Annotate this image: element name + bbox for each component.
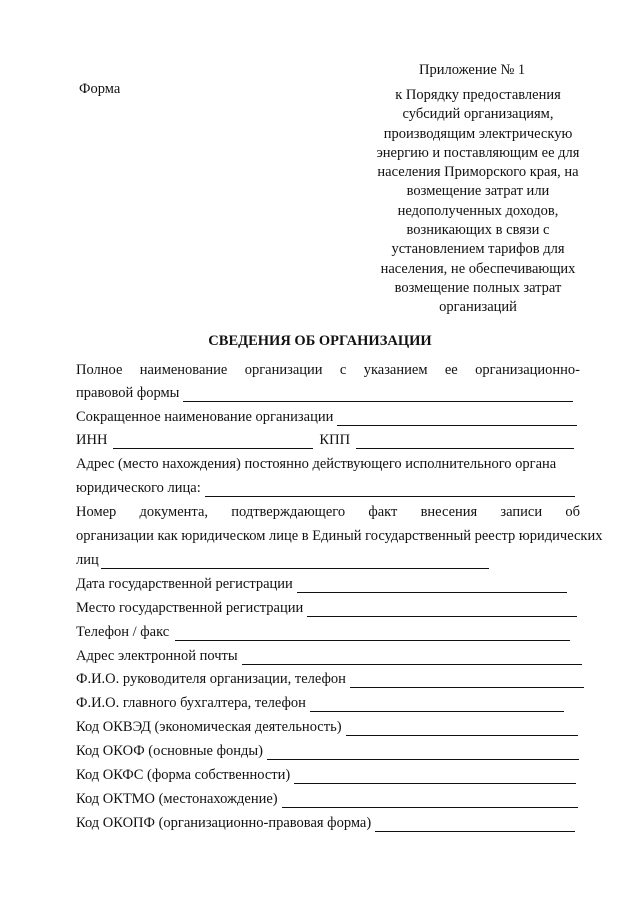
- okfs-label: Код ОКФС (форма собственности): [76, 767, 291, 783]
- okof-field: [76, 742, 579, 760]
- full-name-label-line1: [76, 361, 580, 379]
- appendix-line: возмещение полных затрат: [394, 279, 562, 296]
- okved-input[interactable]: [346, 721, 578, 736]
- reg-place-field: [76, 599, 577, 617]
- okved-field: [76, 718, 578, 736]
- section-heading: СВЕДЕНИЯ ОБ ОРГАНИЗАЦИИ: [208, 333, 432, 349]
- appendix-line: производящим электрическую: [383, 125, 573, 142]
- doc-label-line1: [76, 503, 580, 521]
- appendix-line: организаций: [439, 299, 517, 316]
- word: организационно-: [475, 362, 580, 378]
- word: факт: [368, 504, 398, 520]
- okfs-field: [76, 766, 576, 784]
- phone-fax-field: [76, 623, 570, 641]
- word: указанием: [363, 362, 428, 378]
- short-name-field: [76, 408, 577, 426]
- okved-label: Код ОКВЭД (экономическая деятельность): [76, 719, 342, 735]
- email-input[interactable]: [242, 650, 582, 665]
- full-name-input[interactable]: [183, 387, 573, 402]
- inn-input[interactable]: [113, 434, 313, 449]
- word: об: [565, 504, 580, 520]
- appendix-line: к Порядку предоставления: [395, 87, 561, 103]
- appendix-line: возмещение затрат или: [406, 183, 550, 200]
- okopf-label: Код ОКОПФ (организационно-правовая форма): [76, 815, 372, 831]
- address-input[interactable]: [205, 482, 575, 497]
- director-field: [76, 670, 584, 688]
- appendix-text: [354, 86, 602, 318]
- address-label-line1: Адрес (место нахождения) постоянно действующего исполнительного органа: [76, 456, 557, 472]
- accountant-label: Ф.И.О. главного бухгалтера, телефон: [76, 695, 306, 711]
- doc-field: [76, 551, 489, 569]
- appendix-title: Приложение № 1: [419, 62, 526, 78]
- word: наименование: [139, 362, 228, 378]
- phone-fax-label: Телефон / факс: [76, 624, 170, 640]
- doc-label-line3: лиц: [76, 552, 99, 568]
- word: записи: [500, 504, 543, 520]
- word: с: [339, 362, 347, 378]
- appendix-line: установлением тарифов для: [391, 241, 565, 258]
- appendix-line: энергию и поставляющим ее для: [376, 144, 580, 161]
- word: Полное: [76, 362, 123, 378]
- form-label: Форма: [79, 81, 121, 97]
- reg-place-input[interactable]: [307, 602, 577, 617]
- doc-number-input[interactable]: [101, 554, 489, 569]
- word: подтверждающего: [231, 504, 346, 520]
- okof-label: Код ОКОФ (основные фонды): [76, 743, 263, 759]
- email-label: Адрес электронной почты: [76, 648, 238, 664]
- appendix-line: населения, не обеспечивающих: [380, 260, 576, 277]
- reg-date-field: [76, 575, 567, 593]
- oktmo-input[interactable]: [282, 793, 578, 808]
- doc-label-line2: организации как юридическом лице в Единый государственный реестр юридических: [76, 528, 603, 544]
- accountant-field: [76, 694, 564, 712]
- short-name-input[interactable]: [337, 411, 577, 426]
- address-label: юридического лица:: [76, 480, 201, 496]
- word: ее: [444, 362, 458, 378]
- full-name-field: [76, 384, 573, 402]
- okfs-input[interactable]: [294, 769, 576, 784]
- short-name-label: Сокращенное наименование организации: [76, 409, 334, 425]
- reg-date-label: Дата государственной регистрации: [76, 576, 293, 592]
- kpp-label: КПП: [319, 432, 351, 448]
- address-field: [76, 479, 575, 497]
- word: документа,: [139, 504, 209, 520]
- reg-date-input[interactable]: [297, 578, 567, 593]
- appendix-line: субсидий организациям,: [402, 106, 554, 123]
- okopf-input[interactable]: [375, 817, 575, 832]
- phone-fax-input[interactable]: [175, 626, 570, 641]
- kpp-input[interactable]: [356, 434, 574, 449]
- word: внесения: [420, 504, 478, 520]
- email-field: [76, 647, 582, 665]
- oktmo-field: [76, 790, 578, 808]
- accountant-input[interactable]: [310, 697, 564, 712]
- appendix-line: населения Приморского края, на: [377, 164, 579, 181]
- director-label: Ф.И.О. руководителя организации, телефон: [76, 671, 346, 687]
- appendix-line: возникающих в связи с: [406, 222, 550, 239]
- appendix-line: недополученных доходов,: [397, 202, 559, 219]
- reg-place-label: Место государственной регистрации: [76, 600, 304, 616]
- inn-label: ИНН: [76, 432, 108, 448]
- okopf-field: [76, 814, 575, 832]
- inn-kpp-field: [76, 431, 574, 449]
- director-input[interactable]: [350, 673, 584, 688]
- full-name-label: правовой формы: [76, 385, 180, 401]
- word: Номер: [76, 504, 117, 520]
- okof-input[interactable]: [267, 745, 579, 760]
- word: организации: [244, 362, 323, 378]
- oktmo-label: Код ОКТМО (местонахождение): [76, 791, 278, 807]
